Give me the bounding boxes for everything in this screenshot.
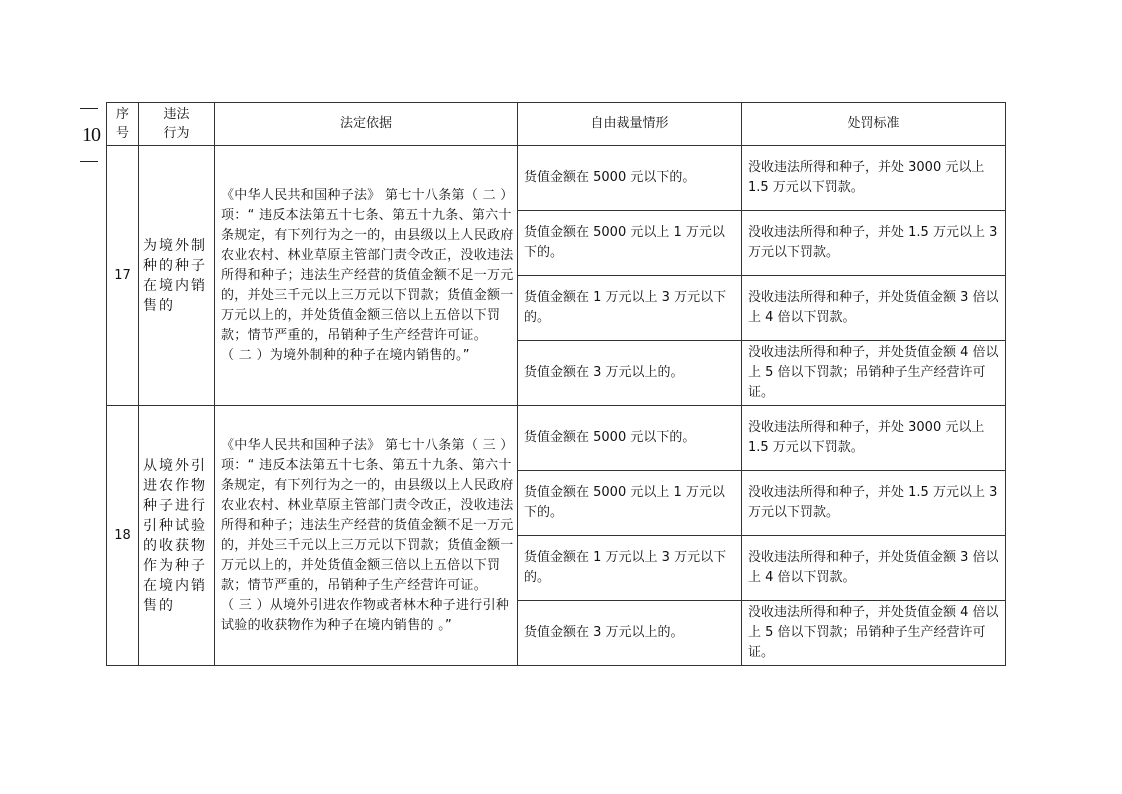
- penalty-cell: 没收违法所得和种子，并处 3000 元以上 1.5 万元以下罚款。: [742, 406, 1006, 471]
- row-seq: 17: [107, 146, 139, 406]
- discretion-cell: 货值金额在 1 万元以上 3 万元以下的。: [518, 536, 742, 601]
- table-row: [107, 146, 1006, 211]
- row-legal-basis: [215, 146, 518, 406]
- header-seq: 序 号: [107, 103, 139, 146]
- page-number: 10: [82, 124, 100, 146]
- penalty-cell: 没收违法所得和种子，并处货值金额 4 倍以上 5 倍以下罚款；吊销种子生产经营许可证。: [742, 601, 1006, 666]
- row-violation: 为境外制种的种子在境内销售的: [139, 146, 215, 406]
- table-header-row: [107, 103, 1006, 146]
- penalty-cell: 没收违法所得和种子，并处 3000 元以上 1.5 万元以下罚款。: [742, 146, 1006, 211]
- legal-basis-text: 《中华人民共和国种子法》 第七十八条第（ 三 ）项：“ 违反本法第五十七条、第五十九条、第六十条规定，有下列行为之一的，由县级以上人民政府农业农村、林业草原主管部门责令改正，没收违法所得和种子；违法生产经营的货值金额不足一万元的，并处三千元以上三万元以下罚款；货值金额一万元以上的，并处货值金额三倍以上五倍以下罚款；情节严重的，吊销种子生产经营许可证。: [221, 437, 514, 593]
- penalty-standards-table: [106, 102, 1006, 666]
- page-number-bottom-rule: [80, 161, 98, 162]
- legal-basis-text: 《中华人民共和国种子法》 第七十八条第（ 二 ）项：“ 违反本法第五十七条、第五十九条、第六十条规定，有下列行为之一的，由县级以上人民政府农业农村、林业草原主管部门责令改正，没收违法所得和种子；违法生产经营的货值金额不足一万元的，并处三千元以上三万元以下罚款；货值金额一万元以上的，并处货值金额三倍以上五倍以下罚款；情节严重的，吊销种子生产经营许可证。: [221, 187, 514, 343]
- discretion-cell: 货值金额在 3 万元以上的。: [518, 601, 742, 666]
- penalty-cell: 没收违法所得和种子，并处货值金额 3 倍以上 4 倍以下罚款。: [742, 536, 1006, 601]
- discretion-cell: 货值金额在 5000 元以上 1 万元以下的。: [518, 471, 742, 536]
- discretion-cell: 货值金额在 3 万元以上的。: [518, 341, 742, 406]
- penalty-cell: 没收违法所得和种子，并处货值金额 4 倍以上 5 倍以下罚款；吊销种子生产经营许可证。: [742, 341, 1006, 406]
- page-number-top-rule: [80, 108, 98, 109]
- header-legal-basis: 法定依据: [215, 103, 518, 146]
- header-penalty: 处罚标准: [742, 103, 1006, 146]
- legal-basis-item: （ 二 ）为境外制种的种子在境内销售的。”: [221, 347, 470, 363]
- legal-basis-item: （ 三 ）从境外引进农作物或者林木种子进行引种试验的收获物作为种子在境内销售的 。”: [221, 597, 510, 633]
- header-violation: 违法 行为: [139, 103, 215, 146]
- discretion-cell: 货值金额在 5000 元以下的。: [518, 406, 742, 471]
- row-legal-basis: [215, 406, 518, 666]
- page-number-block: [80, 108, 102, 162]
- discretion-cell: 货值金额在 5000 元以下的。: [518, 146, 742, 211]
- discretion-cell: 货值金额在 5000 元以上 1 万元以下的。: [518, 211, 742, 276]
- penalty-cell: 没收违法所得和种子，并处货值金额 3 倍以上 4 倍以下罚款。: [742, 276, 1006, 341]
- table-row: [107, 406, 1006, 471]
- penalty-cell: 没收违法所得和种子，并处 1.5 万元以上 3 万元以下罚款。: [742, 471, 1006, 536]
- row-seq: 18: [107, 406, 139, 666]
- row-violation: 从境外引进农作物种子进行引种试验的收获物作为种子在境内销售的: [139, 406, 215, 666]
- header-discretion: 自由裁量情形: [518, 103, 742, 146]
- penalty-cell: 没收违法所得和种子，并处 1.5 万元以上 3 万元以下罚款。: [742, 211, 1006, 276]
- discretion-cell: 货值金额在 1 万元以上 3 万元以下的。: [518, 276, 742, 341]
